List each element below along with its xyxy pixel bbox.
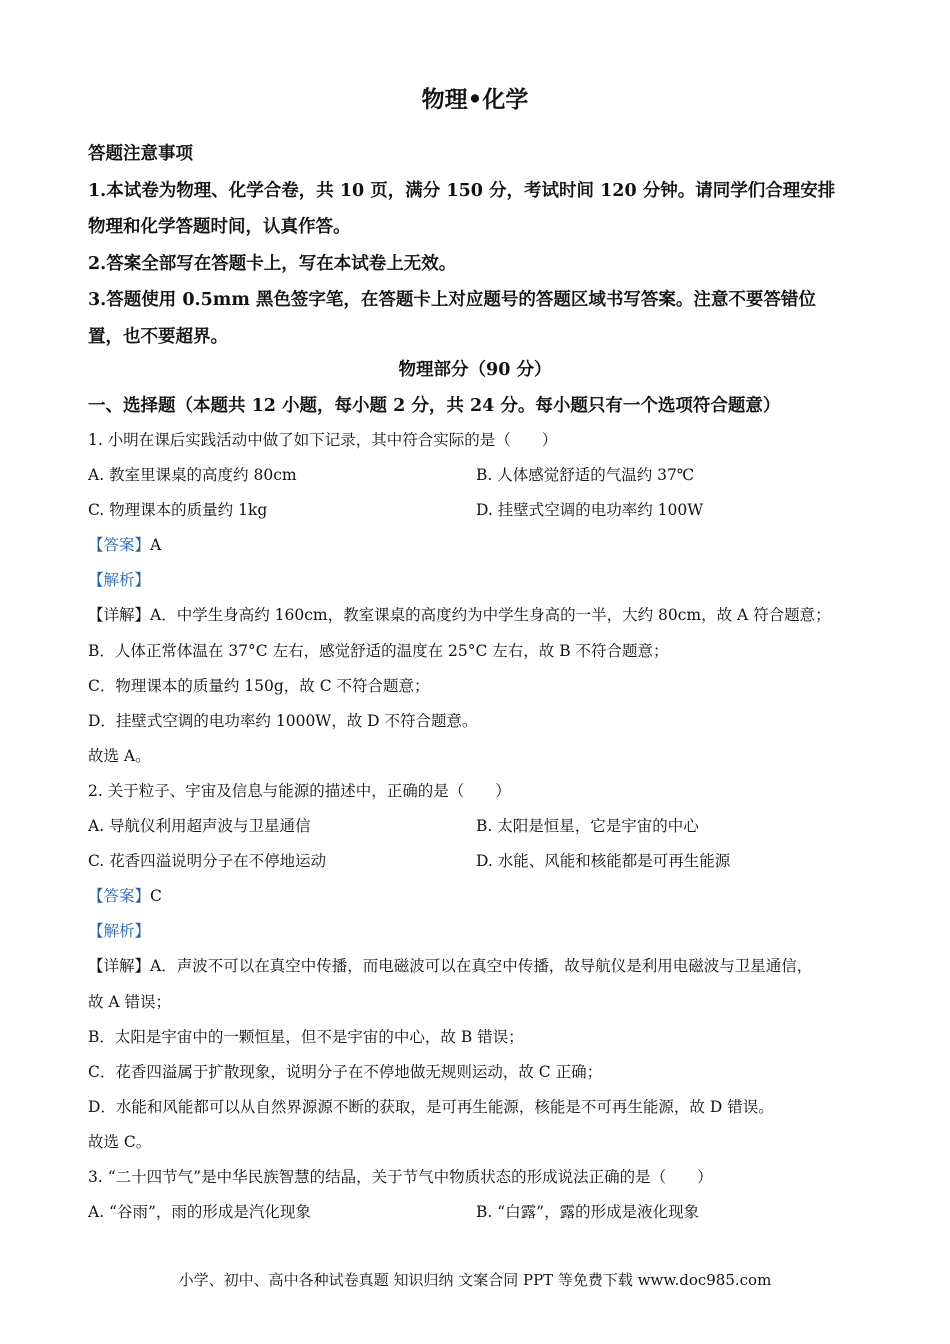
question-1-answer [88, 528, 878, 563]
answer-tag: 【答案】 [88, 887, 151, 906]
question-1-option-d: D. 挂壁式空调的电功率约 100W [476, 501, 704, 520]
detail-tag: 【详解】 [88, 957, 151, 976]
question-3-stem: 3. “二十四节气”是中华民族智慧的结晶，关于节气中物质状态的形成说法正确的是（ ） [88, 1167, 713, 1186]
questions-content [88, 423, 878, 1230]
question-1-options-row-2 [88, 493, 878, 528]
question-2-answer [88, 879, 878, 914]
page-footer: 小学、初中、高中各种试卷真题 知识归纳 文案合同 PPT 等免费下载 www.doc985.com [178, 1271, 772, 1289]
question-2-option-d: D. 水能、风能和核能都是可再生能源 [476, 852, 731, 871]
analysis-tag: 【解析】 [88, 922, 151, 941]
question-2-detail-line-3: B．太阳是宇宙中的一颗恒星，但不是宇宙的中心，故 B 错误； [88, 1027, 524, 1046]
answer-value: C [150, 887, 162, 906]
question-1-options-row-1 [88, 458, 878, 493]
notice-heading: 答题注意事项 [88, 144, 193, 164]
question-2-option-b: B. 太阳是恒星，它是宇宙的中心 [476, 817, 699, 836]
detail-text: A．声波不可以在真空中传播，而电磁波可以在真空中传播，故导航仪是利用电磁波与卫星通信， [150, 957, 813, 976]
question-1-detail-line-4: D．挂壁式空调的电功率约 1000W，故 D 不符合题意。 [88, 711, 478, 730]
question-2-analysis [88, 914, 878, 949]
question-1-stem: 1. 小明在课后实践活动中做了如下记录，其中符合实际的是（ ） [88, 431, 558, 449]
question-3-option-a: A. “谷雨”，雨的形成是汽化现象 [88, 1203, 311, 1222]
question-1-analysis [88, 563, 878, 598]
answer-tag: 【答案】 [88, 536, 151, 555]
page-title: 物理•化学 [421, 86, 529, 113]
notice-item-1-line-1: 1.本试卷为物理、化学合卷，共 10 页，满分 150 分，考试时间 120 分钟。请同学们合理安排 [88, 180, 836, 201]
question-2-detail-line-5: D．水能和风能都可以从自然界源源不断的获取，是可再生能源，核能是不可再生能源，故 D 错误。 [88, 1097, 774, 1116]
question-2-detail-line-1 [88, 949, 878, 984]
detail-tag: 【详解】 [88, 606, 151, 625]
question-3-options-row-1 [88, 1195, 878, 1230]
question-2-options-row-1 [88, 809, 878, 844]
exam-notice [88, 136, 868, 355]
question-1-detail-line-1 [88, 598, 878, 633]
notice-item-1-line-2: 物理和化学答题时间，认真作答。 [88, 217, 351, 237]
question-2-options-row-2 [88, 844, 878, 879]
question-2-detail-line-4: C．花香四溢属于扩散现象，说明分子在不停地做无规则运动，故 C 正确； [88, 1062, 603, 1081]
answer-value: A [150, 536, 162, 555]
question-1-conclusion: 故选 A。 [88, 746, 151, 765]
question-1-detail-line-3: C．物理课本的质量约 150g，故 C 不符合题意； [88, 676, 430, 695]
notice-item-3-line-1: 3.答题使用 0.5mm 黑色签字笔，在答题卡上对应题号的答题区域书写答案。注意不要答错位 [88, 290, 816, 310]
detail-text: A．中学生身高约 160cm，教室课桌的高度约为中学生身高的一半，大约 80cm，故 A 符合题意； [150, 606, 831, 625]
question-2-detail-line-2: 故 A 错误； [88, 992, 172, 1011]
question-1-option-b: B. 人体感觉舒适的气温约 37℃ [476, 466, 695, 485]
section-title: 物理部分（90 分） [398, 360, 552, 380]
question-1-option-c: C. 物理课本的质量约 1kg [88, 501, 268, 520]
section-heading: 一、选择题（本题共 12 小题，每小题 2 分，共 24 分。每小题只有一个选项符合题意） [88, 396, 781, 416]
question-2-option-c: C. 花香四溢说明分子在不停地运动 [88, 852, 327, 871]
question-2-option-a: A. 导航仪利用超声波与卫星通信 [88, 817, 311, 836]
question-1-option-a: A. 教室里课桌的高度约 80cm [88, 466, 297, 485]
question-2-stem: 2. 关于粒子、宇宙及信息与能源的描述中，正确的是（ ） [88, 781, 511, 800]
analysis-tag: 【解析】 [88, 571, 151, 590]
question-2-conclusion: 故选 C。 [88, 1132, 152, 1151]
question-3-option-b: B. “白露”，露的形成是液化现象 [476, 1203, 700, 1222]
notice-item-2: 2.答案全部写在答题卡上，写在本试卷上无效。 [88, 253, 457, 274]
question-1-detail-line-2: B．人体正常体温在 37°C 左右，感觉舒适的温度在 25°C 左右，故 B 不符合题意； [88, 641, 669, 660]
notice-item-3-line-2: 置，也不要超界。 [88, 326, 228, 347]
